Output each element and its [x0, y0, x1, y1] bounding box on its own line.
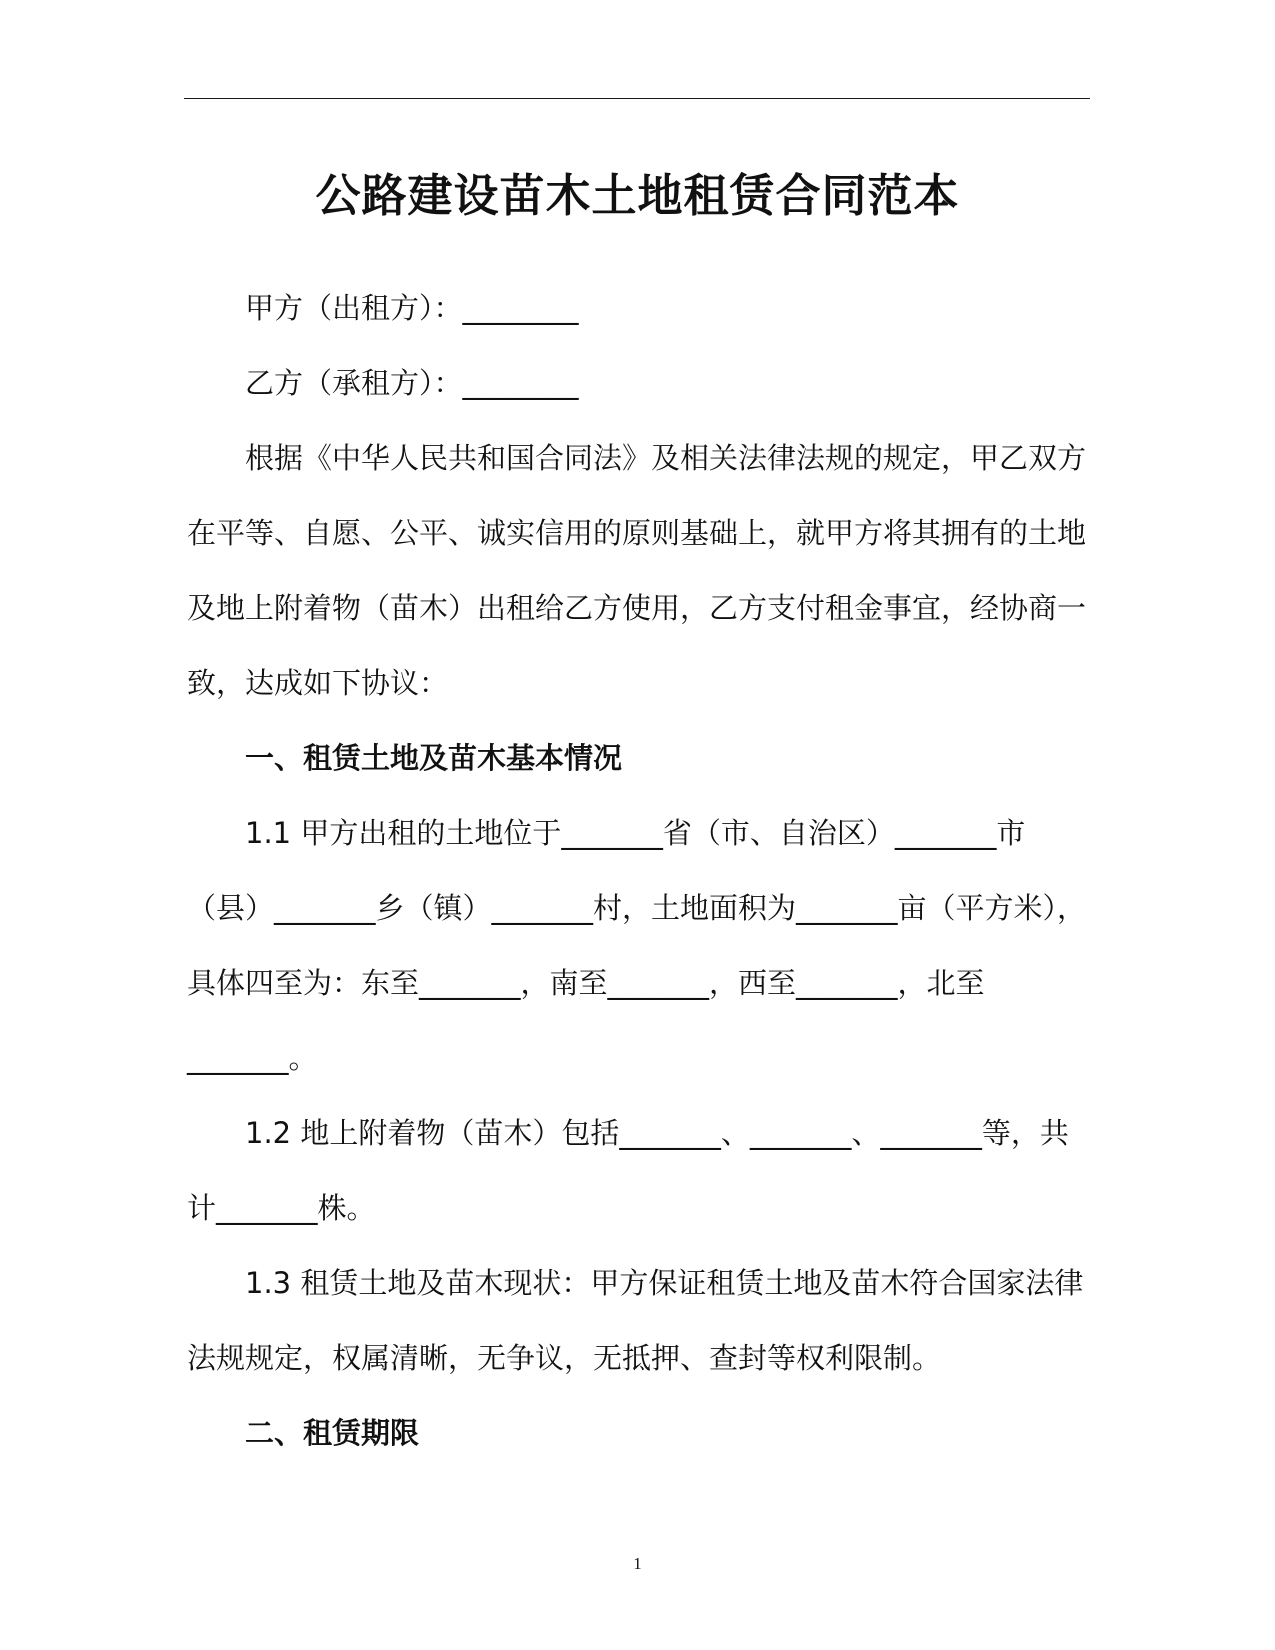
header-rule [184, 98, 1090, 99]
section-heading-1: 一、租赁土地及苗木基本情况 [245, 741, 623, 775]
page-number: 1 [633, 1554, 642, 1573]
party-a-line: 甲方（出租方）：________ [245, 291, 579, 325]
preamble-paragraph: 根据《中华人民共和国合同法》及相关法律法规的规定，甲乙双方在平等、自愿、公平、诚实信用的原则基础上，就甲方将其拥有的土地及地上附着物（苗木）出租给乙方使用，乙方支付租金事宜，经协商一致，达成如下协议： [187, 441, 1087, 700]
party-b-line: 乙方（承租方）：________ [245, 366, 579, 400]
document-body [187, 271, 1087, 1471]
section-heading-2: 二、租赁期限 [245, 1416, 420, 1450]
clause-1-3: 1.3 租赁土地及苗木现状：甲方保证租赁土地及苗木符合国家法律法规规定，权属清晰，无争议，无抵押、查封等权利限制。 [187, 1266, 1084, 1375]
clause-1-1: 1.1 甲方出租的土地位于_______省（市、自治区）_______市（县）_______乡（镇）_______村，土地面积为_______亩（平方米），具体四至为：东至_______，南至_______，西至_______，北至_______。 [187, 816, 1087, 1075]
document-title: 公路建设苗木土地租赁合同范本 [315, 169, 960, 222]
clause-1-2: 1.2 地上附着物（苗木）包括_______、_______、_______等，共计_______株。 [187, 1116, 1069, 1225]
